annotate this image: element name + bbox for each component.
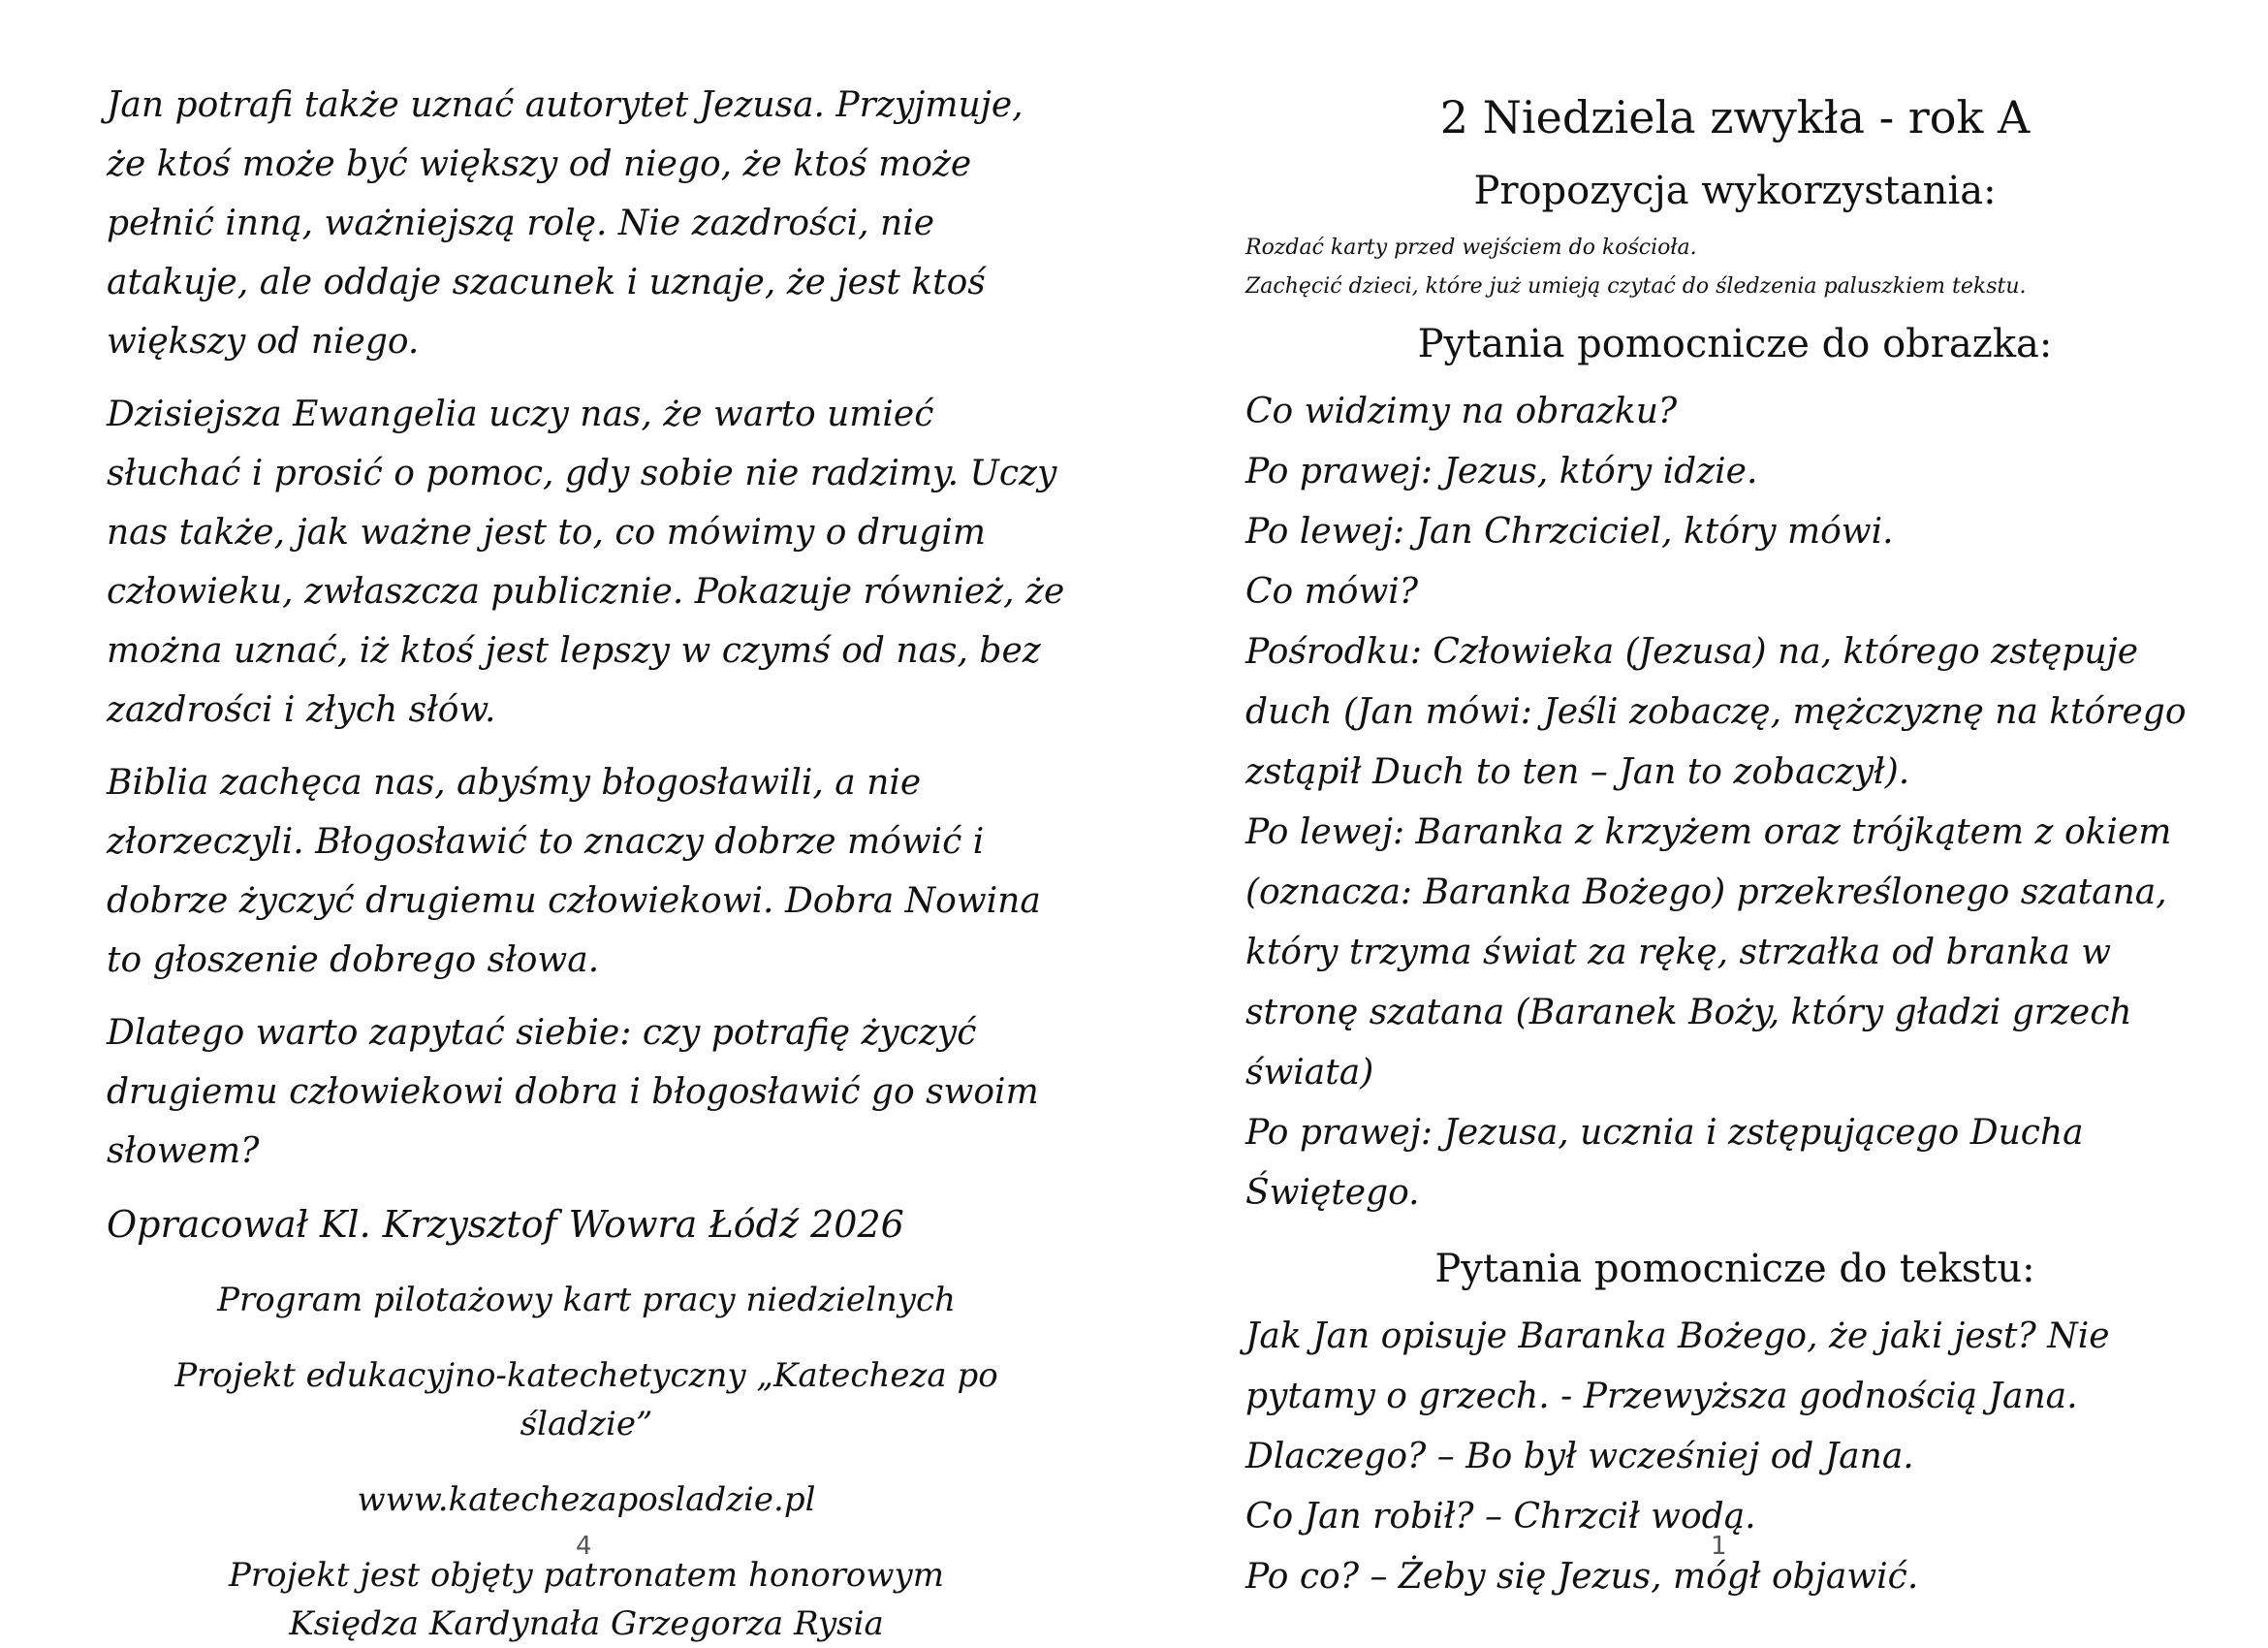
picture-middle-description bbox=[1245, 622, 2229, 803]
picture-answer-left: Po lewej: Jan Chrzciciel, który mówi. bbox=[1245, 512, 1894, 552]
signature: Opracował Kl. Krzysztof Wowra Łódź 2026 bbox=[107, 1203, 904, 1246]
left-label: Po lewej: bbox=[1245, 812, 1405, 852]
right-page bbox=[1134, 0, 2268, 1604]
text-question-1-note: Nie pytamy o grzech. bbox=[1245, 1316, 2110, 1416]
picture-question-1: Co widzimy na obrazku? bbox=[1245, 392, 1678, 431]
picture-answer-right: Po prawej: Jezus, który idzie. bbox=[1245, 452, 1758, 491]
text-question-1 bbox=[1245, 1307, 2229, 1427]
text-questions-heading: Pytania pomocnicze do tekstu: bbox=[1434, 1247, 2035, 1291]
text-question-1-answer: - Przewyższa godnością Jana. bbox=[1549, 1377, 2078, 1416]
usage-line: Rozdać karty przed wejściem do kościoła. bbox=[1245, 236, 1697, 260]
paragraph-authority: Jan potrafi także uznać autorytet Jezusa. Przyjmuje, że ktoś może być większy od niego, że ktoś może pełnić inną, ważniejszą rolę. Nie zazdrości, nie atakuje, ale oddaje szacunek i uznaje, że jest ktoś większy od niego. bbox=[107, 85, 1024, 362]
picture-right-description bbox=[1245, 1103, 2229, 1223]
paragraph-gospel-teaching: Dzisiejsza Ewangelia uczy nas, że warto umieć słuchać i prosić o pomoc, gdy sobie nie radzimy. Uczy nas także, jak ważne jest to, co mówimy o drugim człowieku, zwłaszcza publicznie. Pokazuje również, że można uznać, iż ktoś jest lepszy w czymś od nas, bez zazdrości i złych słów. bbox=[107, 395, 1065, 730]
picture-questions-heading: Pytania pomocnicze do obrazka: bbox=[1417, 322, 2053, 366]
left-page bbox=[0, 0, 1134, 1643]
text-question-4: Po co? – Żeby się Jezus, mógł objawić. bbox=[1245, 1557, 1919, 1597]
right-text: Jezusa, ucznia i zstępującego Ducha Świętego. bbox=[1245, 1113, 2084, 1213]
page-number-right: 1 bbox=[1711, 1532, 1727, 1561]
usage-line: Zachęcić dzieci, które już umieją czytać do śledzenia paluszkiem tekstu. bbox=[1245, 274, 2027, 299]
picture-left-description bbox=[1245, 803, 2229, 1103]
website-line: www.katechezaposladzie.pl bbox=[357, 1480, 816, 1519]
text-question-3: Co Jan robił? – Chrzcił wodą. bbox=[1245, 1497, 1756, 1537]
project-line: Projekt edukacyjno-katechetyczny „Katecheza po śladzie” bbox=[174, 1356, 998, 1443]
middle-label: Pośrodku: bbox=[1245, 632, 1422, 672]
program-line: Program pilotażowy kart pracy niedzielnych bbox=[217, 1281, 956, 1319]
patronage-line-2: Księdza Kardynała Grzegorza Rysia bbox=[289, 1604, 884, 1643]
text-question-1-main: Jak Jan opisuje Baranka Bożego, że jaki jest? bbox=[1245, 1316, 2048, 1356]
left-text: Baranka z krzyżem oraz trójkątem z okiem (oznacza: Baranka Bożego) przekreślonego szatana, który trzyma świat za rękę, strzałka od branka w stronę szatana (Baranek Boży, który gładzi grzech świata) bbox=[1245, 812, 2172, 1093]
paragraph-question: Dlatego warto zapytać siebie: czy potrafię życzyć drugiemu człowiekowi dobra i błogosławić go swoim słowem? bbox=[107, 1013, 1039, 1171]
picture-question-2: Co mówi? bbox=[1245, 572, 1419, 612]
middle-text: Człowieka (Jezusa) na, którego zstępuje duch (Jan mówi: Jeśli zobaczę, mężczyznę na którego zstąpił Duch to ten – Jan to zobaczył). bbox=[1245, 632, 2187, 792]
page-title: 2 Niedziela zwykła - rok A bbox=[1439, 91, 2031, 143]
project-info bbox=[107, 1276, 1066, 1648]
right-label: Po prawej: bbox=[1245, 1113, 1433, 1153]
paragraph-bible-blessing: Biblia zachęca nas, abyśmy błogosławili, a nie złorzeczyli. Błogosławić to znaczy dobrze mówić i dobrze życzyć drugiemu człowiekowi. Dobra Nowina to głoszenie dobrego słowa. bbox=[107, 763, 1041, 980]
text-question-2: Dlaczego? – Bo był wcześniej od Jana. bbox=[1245, 1437, 1914, 1476]
page-number-left: 4 bbox=[576, 1532, 592, 1561]
usage-heading: Propozycja wykorzystania: bbox=[1473, 169, 1997, 213]
patronage-line-1: Projekt jest objęty patronatem honorowym bbox=[229, 1556, 944, 1595]
usage-instructions bbox=[1245, 229, 2268, 306]
